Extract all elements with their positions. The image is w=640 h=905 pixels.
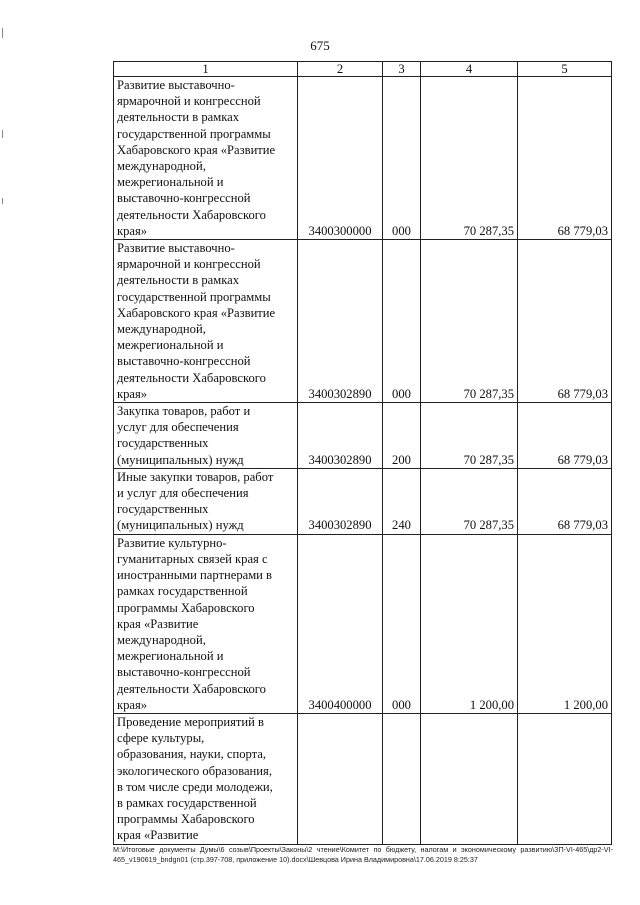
description-line: государственных xyxy=(117,436,209,451)
description-line: края» xyxy=(117,697,148,712)
description-line: и услуг для обеспечения xyxy=(117,486,249,501)
column-header: 3 xyxy=(383,62,421,77)
row-description xyxy=(114,403,298,469)
description-line: международной, xyxy=(117,322,206,337)
description-line: ярмарочной и конгрессной xyxy=(117,257,261,272)
scan-edge-mark xyxy=(2,28,3,38)
description-line: края» xyxy=(117,386,148,401)
description-line: сфере культуры, xyxy=(117,731,205,746)
description-line: межрегиональной и xyxy=(117,175,224,190)
description-line: государственной программы xyxy=(117,289,271,304)
description-line: деятельности в рамках xyxy=(117,273,240,288)
description-line: Развитие культурно- xyxy=(117,535,227,550)
description-line: в рамках государственной xyxy=(117,795,257,810)
description-line: Хабаровского края «Развитие xyxy=(117,142,276,157)
description-line: международной, xyxy=(117,632,206,647)
page-number: 675 xyxy=(310,38,330,53)
amount-year-2: 1 200,00 xyxy=(518,534,612,713)
column-header: 5 xyxy=(518,62,612,77)
expense-type-code: 000 xyxy=(383,77,421,240)
description-line: рамках государственной xyxy=(117,584,248,599)
description-line: Развитие выставочно- xyxy=(117,241,235,256)
table-row xyxy=(114,534,612,713)
target-article-code: 3400302890 xyxy=(298,403,383,469)
amount-year-2 xyxy=(518,713,612,844)
table-row xyxy=(114,77,612,240)
row-description xyxy=(114,77,298,240)
description-line: образования, науки, спорта, xyxy=(117,747,267,762)
column-header: 2 xyxy=(298,62,383,77)
target-article-code: 3400400000 xyxy=(298,534,383,713)
file-path-footer: M:\Итоговые документы Думы\6 созыв\Проекты\Законы\2 чтение\Комитет по бюджету, налогам и экономическому развитию\ЗП-VI-465\др2-VI-465_v190619_bndgn01 (стр.397-708, приложение 10).docx\Шевцова Ирина Владимировна\17.06.2019 8:25:37 xyxy=(113,845,613,864)
amount-year-1: 70 287,35 xyxy=(421,77,518,240)
description-line: выставочно-конгрессной xyxy=(117,665,251,680)
target-article-code xyxy=(298,713,383,844)
description-line: (муниципальных) нужд xyxy=(117,518,244,533)
amount-year-2: 68 779,03 xyxy=(518,240,612,403)
row-description xyxy=(114,468,298,534)
expense-type-code xyxy=(383,713,421,844)
description-line: (муниципальных) нужд xyxy=(117,452,244,467)
amount-year-2: 68 779,03 xyxy=(518,77,612,240)
table-row xyxy=(114,468,612,534)
description-line: Хабаровского края «Развитие xyxy=(117,305,276,320)
description-line: выставочно-конгрессной xyxy=(117,354,251,369)
row-description xyxy=(114,240,298,403)
description-line: межрегиональной и xyxy=(117,338,224,353)
expense-type-code: 240 xyxy=(383,468,421,534)
description-line: в том числе среди молодежи, xyxy=(117,779,273,794)
amount-year-1: 70 287,35 xyxy=(421,403,518,469)
description-line: края «Развитие xyxy=(117,616,199,631)
description-line: государственной программы xyxy=(117,126,271,141)
description-line: деятельности Хабаровского xyxy=(117,370,266,385)
description-line: деятельности в рамках xyxy=(117,110,240,125)
description-line: межрегиональной и xyxy=(117,649,224,664)
expense-type-code: 000 xyxy=(383,240,421,403)
description-line: иностранными партнерами в xyxy=(117,568,273,583)
description-line: гуманитарных связей края с xyxy=(117,551,268,566)
description-line: экологического образования, xyxy=(117,763,272,778)
column-header: 4 xyxy=(421,62,518,77)
description-line: края «Развитие xyxy=(117,828,199,843)
table-header-row xyxy=(114,62,612,77)
description-line: международной, xyxy=(117,159,206,174)
scan-edge-mark xyxy=(2,130,3,138)
description-line: услуг для обеспечения xyxy=(117,420,239,435)
amount-year-2: 68 779,03 xyxy=(518,468,612,534)
amount-year-1: 70 287,35 xyxy=(421,240,518,403)
amount-year-1: 70 287,35 xyxy=(421,468,518,534)
target-article-code: 3400300000 xyxy=(298,77,383,240)
target-article-code: 3400302890 xyxy=(298,240,383,403)
scan-edge-mark xyxy=(2,198,3,204)
description-line: деятельности Хабаровского xyxy=(117,207,266,222)
description-line: государственных xyxy=(117,502,209,517)
expense-type-code: 200 xyxy=(383,403,421,469)
expense-type-code: 000 xyxy=(383,534,421,713)
description-line: выставочно-конгрессной xyxy=(117,191,251,206)
description-line: программы Хабаровского xyxy=(117,812,255,827)
budget-table xyxy=(113,61,612,845)
table-row xyxy=(114,403,612,469)
table-row xyxy=(114,713,612,844)
amount-year-1: 1 200,00 xyxy=(421,534,518,713)
description-line: ярмарочной и конгрессной xyxy=(117,94,261,109)
row-description xyxy=(114,534,298,713)
amount-year-1 xyxy=(421,713,518,844)
amount-year-2: 68 779,03 xyxy=(518,403,612,469)
description-line: Иные закупки товаров, работ xyxy=(117,469,274,484)
table-row xyxy=(114,240,612,403)
description-line: деятельности Хабаровского xyxy=(117,681,266,696)
description-line: Проведение мероприятий в xyxy=(117,714,264,729)
row-description xyxy=(114,713,298,844)
description-line: программы Хабаровского xyxy=(117,600,255,615)
description-line: Закупка товаров, работ и xyxy=(117,404,251,419)
target-article-code: 3400302890 xyxy=(298,468,383,534)
description-line: Развитие выставочно- xyxy=(117,78,235,92)
description-line: края» xyxy=(117,223,148,238)
column-header: 1 xyxy=(114,62,298,77)
